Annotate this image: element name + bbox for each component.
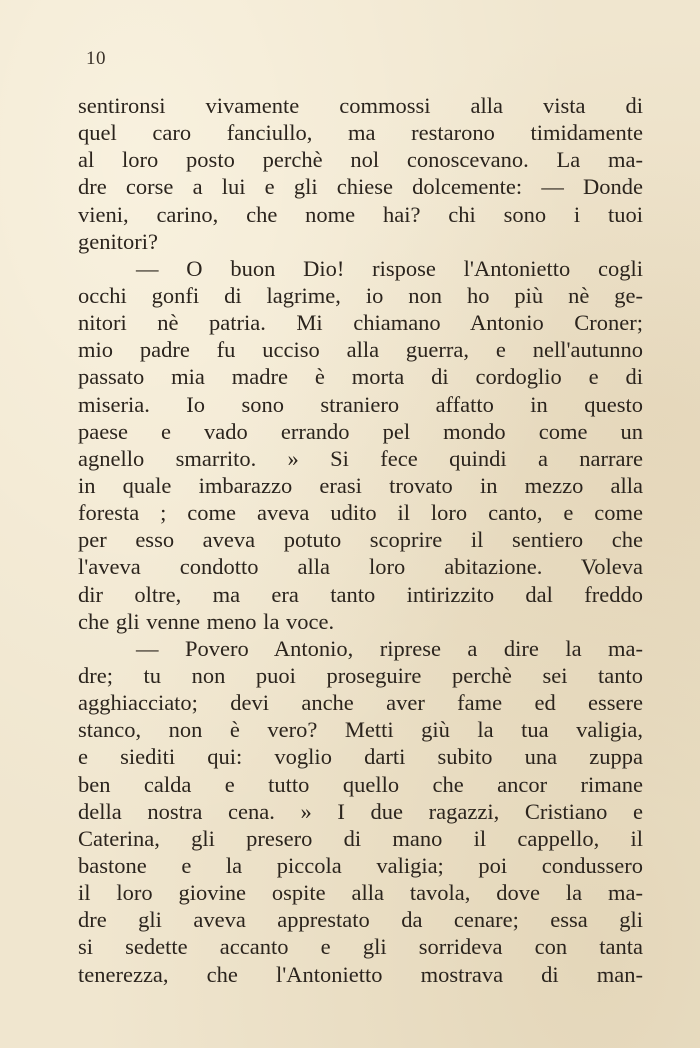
- text-line: tenerezza, che l'Antonietto mostrava di man-: [78, 961, 643, 987]
- text-line: il loro giovine ospite alla tavola, dove la ma-: [78, 880, 643, 906]
- text-line: mio padre fu ucciso alla guerra, e nell'autunno: [78, 337, 643, 363]
- text-line: miseria. Io sono straniero affatto in questo: [78, 391, 643, 417]
- text-line: per esso aveva potuto scoprire il sentiero che: [78, 527, 643, 553]
- text-line: quel caro fanciullo, ma restarono timidamente: [78, 120, 643, 146]
- text-line: al loro posto perchè nol conoscevano. La ma-: [78, 147, 643, 173]
- text-line: in quale imbarazzo erasi trovato in mezzo alla: [78, 472, 643, 498]
- text-line: sentironsi vivamente commossi alla vista di: [78, 93, 643, 118]
- text-line: ben calda e tutto quello che ancor rimane: [78, 771, 643, 797]
- paragraph-end-line: genitori?: [78, 228, 158, 254]
- text-line: si sedette accanto e gli sorrideva con tanta: [78, 934, 643, 960]
- text-line: dre corse a lui e gli chiese dolcemente: — Donde: [78, 174, 643, 200]
- paragraph-start-line: — Povero Antonio, riprese a dire la ma-: [136, 635, 643, 661]
- paragraph-start-line: — O buon Dio! rispose l'Antonietto cogli: [136, 255, 643, 281]
- text-line: nitori nè patria. Mi chiamano Antonio Croner;: [78, 310, 643, 336]
- text-line: l'aveva condotto alla loro abitazione. Voleva: [78, 554, 643, 580]
- page-number: 10: [86, 48, 106, 69]
- text-line: foresta ; come aveva udito il loro canto, e come: [78, 500, 643, 526]
- text-line: passato mia madre è morta di cordoglio e di: [78, 364, 643, 390]
- text-line: della nostra cena. » I due ragazzi, Cristiano e: [78, 798, 643, 824]
- text-line: occhi gonfi di lagrime, io non ho più nè ge-: [78, 282, 643, 308]
- text-line: e siediti qui: voglio darti subito una zuppa: [78, 744, 643, 770]
- paragraph-end-line: che gli venne meno la voce.: [78, 608, 335, 634]
- text-line: bastone e la piccola valigia; poi condussero: [78, 852, 643, 878]
- text-line: dre; tu non puoi proseguire perchè sei tanto: [78, 662, 643, 688]
- text-line: Caterina, gli presero di mano il cappello, il: [78, 825, 643, 851]
- text-line: paese e vado errando pel mondo come un: [78, 418, 643, 444]
- text-line: agghiacciato; devi anche aver fame ed essere: [78, 690, 643, 716]
- text-line: vieni, carino, che nome hai? chi sono i tuoi: [78, 201, 643, 227]
- text-line: stanco, non è vero? Metti giù la tua valigia,: [78, 717, 643, 743]
- text-line: agnello smarrito. » Si fece quindi a narrare: [78, 445, 643, 471]
- text-line: dir oltre, ma era tanto intirizzito dal freddo: [78, 581, 643, 607]
- text-line: dre gli aveva apprestato da cenare; essa gli: [78, 907, 643, 933]
- body-text: [78, 92, 643, 988]
